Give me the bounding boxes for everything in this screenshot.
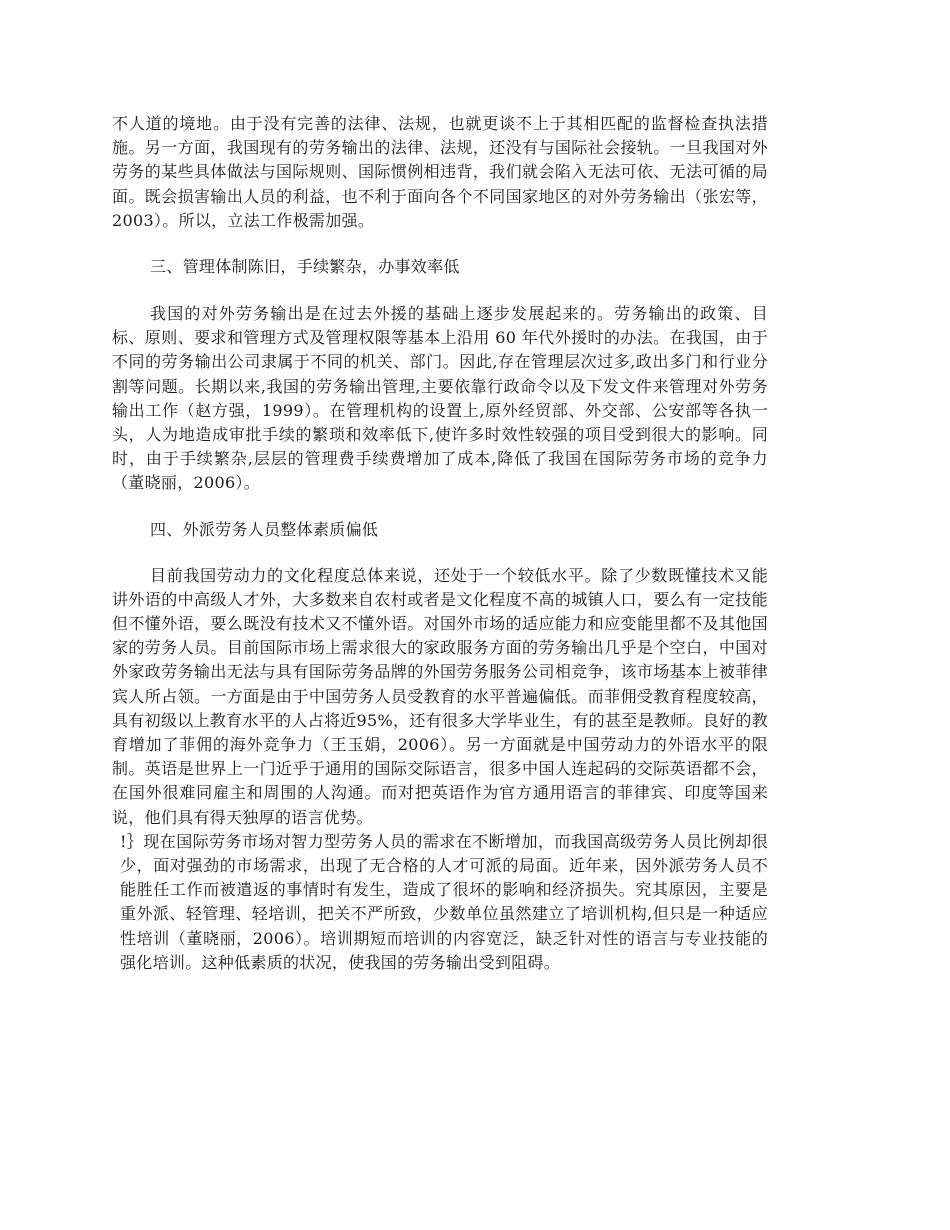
section-heading-quality: 四、外派劳务人员整体素质偏低 <box>150 519 379 539</box>
document-page <box>112 112 768 975</box>
paragraph-training: !｝现在国际劳务市场对智力型劳务人员的需求在不断增加，而我国高级劳务人员比例却很少，面对强劲的市场需求，出现了无合格的人才可派的局面。近年来，因外派劳务人员不能胜任工作而被遣返的事情时有发生，造成了很坏的影响和经济损失。究其原因，主要是重外派、轻管理、轻培训，把关不严所致，少数单位虽然建立了培训机构,但只是一种适应性培训（董晓丽，2006）。培训期短而培训的内容宽泛，缺乏针对性的语言与专业技能的强化培训。这种低素质的状况，使我国的劳务输出受到阻碍。 <box>120 831 768 972</box>
paragraph-management-system: 我国的对外劳务输出是在过去外援的基础上逐步发展起来的。劳务输出的政策、目标、原则、要求和管理方式及管理权限等基本上沿用 60 年代外援时的办法。在我国，由于不同的劳务输出公司隶属于不同的机关、部门。因此,存在管理层次过多,政出多门和行业分割等问题。长期以来,我国的劳务输出管理,主要依靠行政命令以及下发文件来管理对外劳务输出工作（赵方强，1999）。在管理机构的设置上,原外经贸部、外交部、公安部等各执一头，人为地造成审批手续的繁琐和效率低下,使许多时效性较强的项目受到很大的影响。同时，由于手续繁杂,层层的管理费手续费增加了成本,降低了我国在国际劳务市场的竞争力（董晓丽，2006）。 <box>112 304 768 493</box>
section-heading-management: 三、管理体制陈旧，手续繁杂，办事效率低 <box>150 257 460 277</box>
paragraph-worker-quality: 目前我国劳动力的文化程度总体来说，还处于一个较低水平。除了少数既懂技术又能讲外语的中高级人才外，大多数来自农村或者是文化程度不高的城镇人口，要么有一定技能但不懂外语，要么既没有技术又不懂外语。对国外市场的适应能力和应变能里都不及其他国家的劳务人员。目前国际市场上需求很大的家政服务方面的劳务输出几乎是个空白，中国对外家政劳务输出无法与具有国际劳务品牌的外国劳务服务公司相竞争，该市场基本上被菲律宾人所占领。一方面是由于中国劳务人员受教育的水平普遍偏低。而菲佣受教育程度较高，具有初级以上教育水平的人占将近95%，还有很多大学毕业生，有的甚至是教师。良好的教育增加了菲佣的海外竞争力（王玉娟，2006）。另一方面就是中国劳动力的外语水平的限制。英语是世界上一门近乎于通用的国际交际语言，很多中国人连起码的交际英语都不会，在国外很难同雇主和周围的人沟通。而对把英语作为官方通用语言的菲律宾、印度等国来说，他们具有得天独厚的语言优势。 <box>112 565 768 827</box>
paragraph-legal-framework: 不人道的境地。由于没有完善的法律、法规，也就更谈不上于其相匹配的监督检查执法措施。另一方面，我国现有的劳务输出的法律、法规，还没有与国际社会接轨。一旦我国对外劳务的某些具体做法与国际规则、国际惯例相违背，我们就会陷入无法可依、无法可循的局面。既会损害输出人员的利益，也不利于面向各个不同国家地区的对外劳务输出（张宏等，2003）。所以，立法工作极需加强。 <box>112 114 768 230</box>
